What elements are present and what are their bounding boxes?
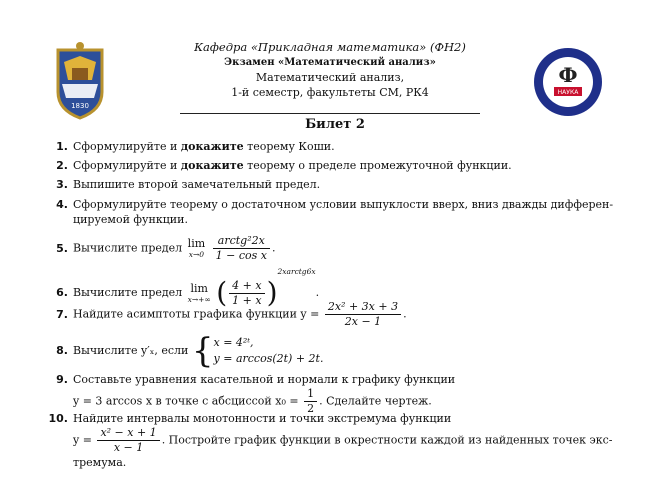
emblem-text: НАУКА [557, 89, 579, 96]
department-title: Кафедра «Прикладная математика» (ФН2) [194, 40, 466, 54]
question-10: 10. Найдите интервалы монотонности и точки экстремума функции y = $\frac{\text{x² − x + 1}}{x - 1}$ . Постройте график функции в окрестности каждой из найденных точек экс- тремума. [48, 412, 613, 469]
fraction: $\frac{\text{arctg²2x}}{\text{1 − cos x}}$ [213, 234, 270, 263]
question-1: 1. Сформулируйте и докажите теорему Коши. [56, 140, 335, 153]
svg-text:Ф: Ф [558, 63, 578, 87]
question-6: 6. Вычислите предел lim x→+∞ ( $\frac{4 + x}{1 + x}$ )$^{2xarctg6x}$. [56, 267, 320, 309]
question-3: 3. Выпишите второй замечательный предел. [56, 178, 321, 191]
question-7: 7. Найдите асимптоты графика функции y = $\frac{\text{2x² + 3x + 3}}{2x - 1}$ . [56, 300, 407, 328]
semester-line: 1-й семестр, факультеты СМ, РК4 [231, 86, 429, 99]
question-2: 2. Сформулируйте и докажите теорему о пределе промежуточной функции. [56, 159, 512, 172]
university-emblem-icon [50, 40, 110, 120]
ticket-title: Билет 2 [305, 117, 365, 132]
faculty-emblem-icon [532, 46, 604, 118]
question-4: 4. Сформулируйте теорему о достаточном условии выпуклости вверх, вниз дважды дифферен- цируемой функции. [56, 198, 614, 226]
header-rule [180, 113, 480, 114]
emblem-year: 1830 [71, 102, 89, 110]
question-8: 8. Вычислите y′ₓ, если {x = 4²ᵗ, y = arccos(2t) + 2t. [56, 331, 324, 371]
exam-title: Экзамен «Математический анализ» [224, 57, 436, 68]
question-9: 9. Составьте уравнения касательной и нормали к графику функции y = 3 arccos x в точке с абсциссой x₀ = $\frac{1}{2}$ . Сделайте чертеж. [56, 373, 456, 415]
course-line: Математический анализ, [255, 71, 405, 84]
exam-header [180, 40, 480, 100]
question-5: 5. Вычислите предел lim x→0 $\frac{\text{arctg²2x}}{\text{1 − cos x}}$ . [56, 234, 276, 262]
